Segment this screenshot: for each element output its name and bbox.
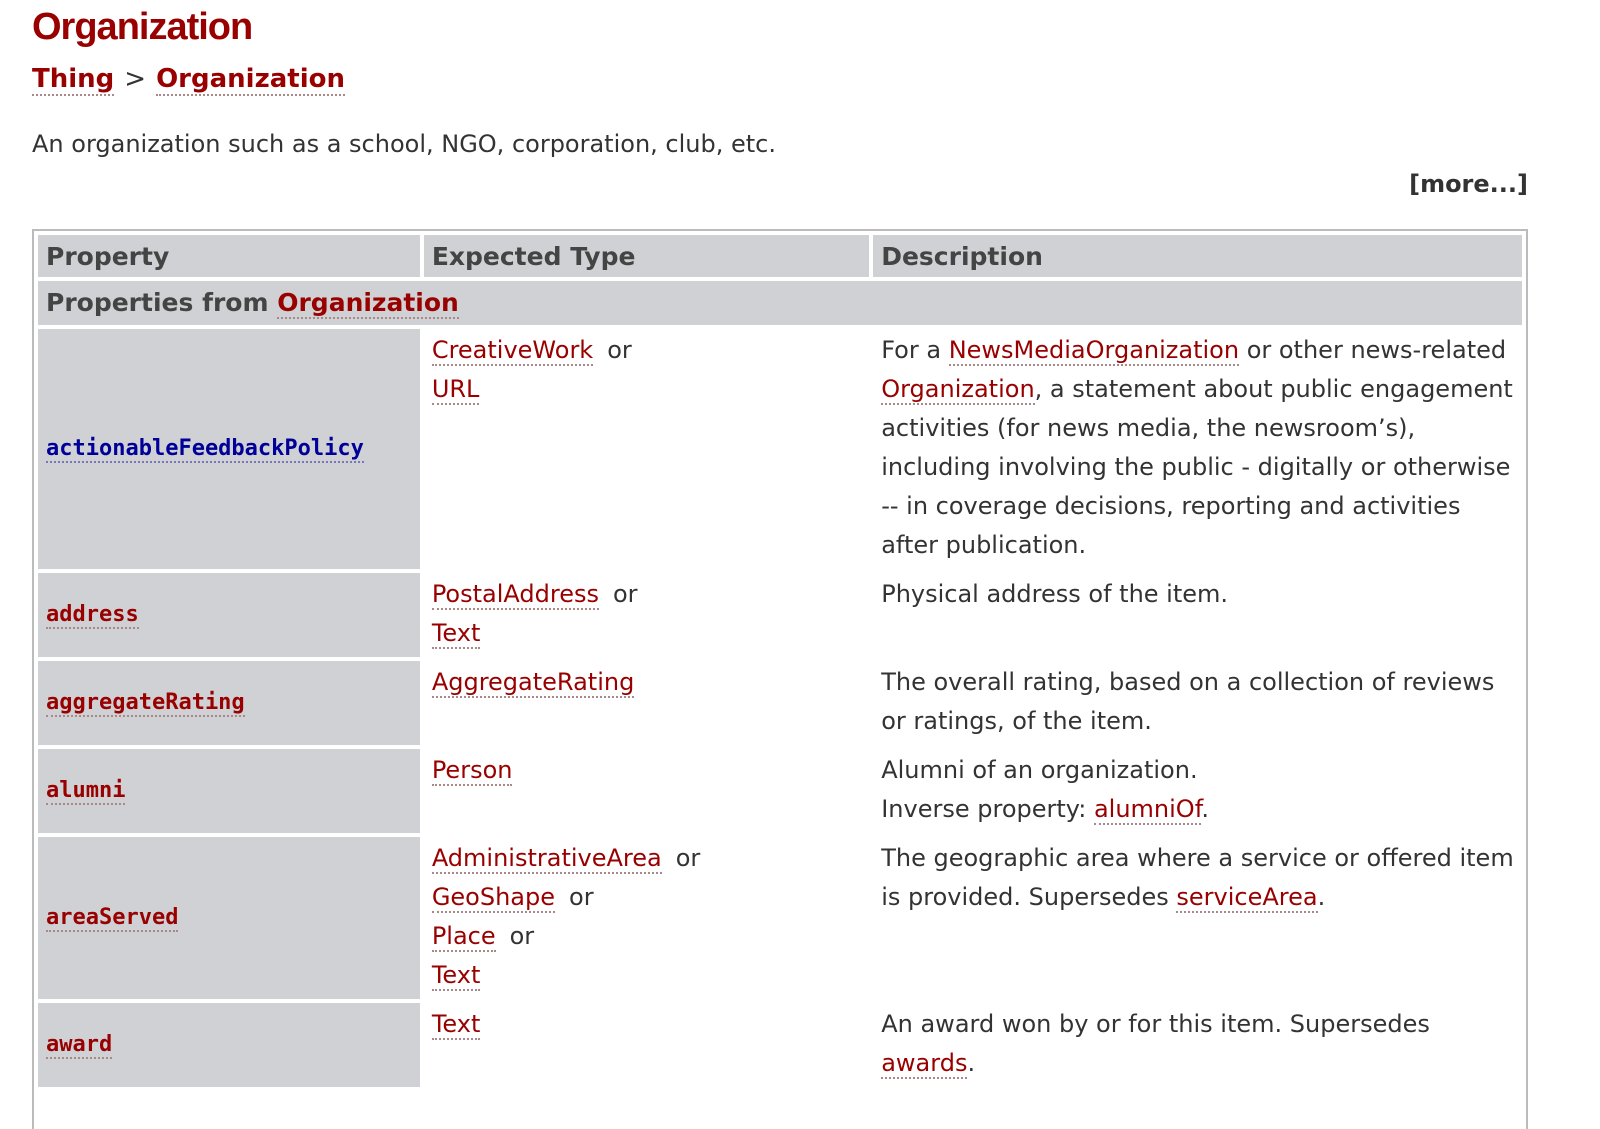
property-cell <box>38 837 420 999</box>
property-link[interactable]: alumni <box>46 777 126 803</box>
property-link[interactable]: award <box>46 1031 113 1057</box>
type-link[interactable]: Place <box>431 922 496 950</box>
type-link[interactable]: Text <box>431 961 481 989</box>
property-cell <box>38 329 420 569</box>
section-organization-link[interactable]: Organization <box>277 288 459 317</box>
type-link[interactable]: CreativeWork <box>431 336 594 364</box>
more-link[interactable]: [more...] <box>1409 170 1528 198</box>
expected-type-item <box>432 331 861 370</box>
column-header-property: Property <box>38 235 420 277</box>
description-text: or other news-related <box>1239 336 1507 364</box>
description-text: . <box>1317 883 1326 911</box>
type-link[interactable]: Text <box>431 619 481 647</box>
expected-type-item <box>432 878 861 917</box>
expected-type-item <box>432 370 861 409</box>
type-link[interactable]: PostalAddress <box>431 580 599 608</box>
properties-table <box>34 231 1526 1091</box>
description-link[interactable]: Organization <box>881 375 1035 403</box>
table-row <box>38 573 1522 657</box>
expected-type-item <box>432 839 861 878</box>
description-cell <box>873 749 1522 833</box>
description-cell <box>873 1003 1522 1087</box>
or-separator: or <box>569 883 594 911</box>
property-cell <box>38 573 420 657</box>
description-cell <box>873 573 1522 657</box>
property-link[interactable]: address <box>46 601 139 627</box>
description-text: The geographic area where a service or offered item is provided. Supersedes <box>881 844 1514 911</box>
description-text: . <box>1201 795 1210 823</box>
page-title: Organization <box>32 6 253 48</box>
description-text: Physical address of the item. <box>881 580 1229 608</box>
description-link[interactable]: serviceArea <box>1176 883 1318 911</box>
properties-table-container <box>32 229 1528 1129</box>
property-link[interactable]: actionableFeedbackPolicy <box>46 435 364 461</box>
expected-type-cell <box>424 661 869 745</box>
or-separator: or <box>607 336 632 364</box>
type-link[interactable]: AggregateRating <box>431 668 635 696</box>
property-cell <box>38 749 420 833</box>
breadcrumb-separator: > <box>124 64 147 94</box>
description-text: The overall rating, based on a collection of reviews or ratings, of the item. <box>881 668 1495 735</box>
table-row <box>38 661 1522 745</box>
table-row <box>38 1003 1522 1087</box>
description-cell <box>873 329 1522 569</box>
type-description: An organization such as a school, NGO, corporation, club, etc. <box>32 130 776 158</box>
expected-type-item <box>432 956 861 995</box>
breadcrumb-organization-link[interactable]: Organization <box>156 64 345 94</box>
description-text: , a statement about public engagement activities (for news media, the newsroom’s), including involving the public - digitally or otherwise -- in coverage decisions, reporting and activities after publication. <box>881 375 1513 559</box>
type-link[interactable]: Text <box>431 1010 481 1038</box>
description-text: . <box>967 1049 976 1077</box>
column-header-expected-type: Expected Type <box>424 235 869 277</box>
or-separator: or <box>612 580 638 608</box>
expected-type-item <box>432 751 861 790</box>
type-link[interactable]: Person <box>431 756 513 784</box>
type-link[interactable]: GeoShape <box>431 883 556 911</box>
expected-type-item <box>432 663 861 702</box>
property-cell <box>38 1003 420 1087</box>
description-text: Alumni of an organization. <box>881 756 1198 784</box>
description-link[interactable]: awards <box>881 1049 968 1077</box>
expected-type-item <box>432 1005 861 1044</box>
expected-type-cell <box>424 749 869 833</box>
description-cell <box>873 661 1522 745</box>
description-text: For a <box>881 336 949 364</box>
property-cell <box>38 661 420 745</box>
description-link[interactable]: alumniOf <box>1093 795 1202 823</box>
type-link[interactable]: URL <box>431 375 480 403</box>
type-link[interactable]: AdministrativeArea <box>431 844 662 872</box>
expected-type-cell <box>424 837 869 999</box>
description-text: An award won by or for this item. Supersedes <box>881 1010 1430 1038</box>
column-header-description: Description <box>873 235 1522 277</box>
property-link[interactable]: aggregateRating <box>46 689 245 715</box>
section-header-row <box>38 281 1522 325</box>
description-link[interactable]: NewsMediaOrganization <box>948 336 1240 364</box>
table-row <box>38 837 1522 999</box>
or-separator: or <box>675 844 701 872</box>
expected-type-item <box>432 575 861 614</box>
expected-type-cell <box>424 1003 869 1087</box>
expected-type-cell <box>424 329 869 569</box>
breadcrumb-thing-link[interactable]: Thing <box>32 64 115 94</box>
or-separator: or <box>509 922 535 950</box>
description-text: Inverse property: <box>881 795 1094 823</box>
expected-type-item <box>432 917 861 956</box>
table-row <box>38 329 1522 569</box>
description-cell <box>873 837 1522 999</box>
section-prefix: Properties from <box>46 288 269 317</box>
expected-type-cell <box>424 573 869 657</box>
table-row <box>38 749 1522 833</box>
section-header <box>38 281 1522 325</box>
breadcrumb <box>32 64 345 94</box>
property-link[interactable]: areaServed <box>46 904 179 930</box>
expected-type-item <box>432 614 861 653</box>
